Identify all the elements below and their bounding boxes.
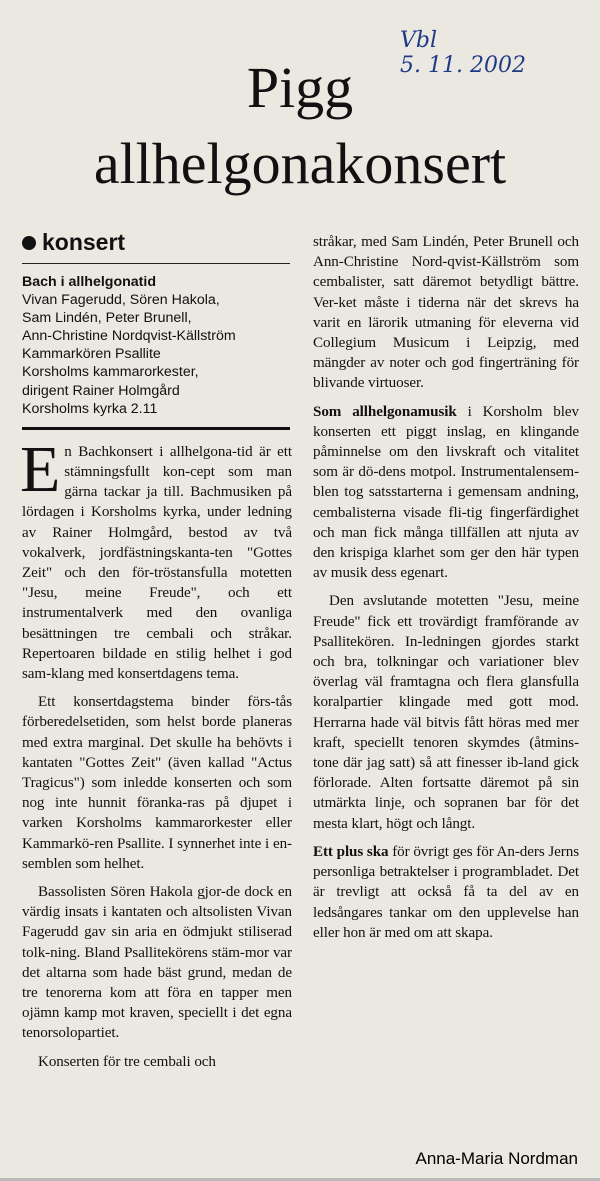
concert-info-box <box>22 273 292 418</box>
headline-line-1: Pigg <box>246 55 354 120</box>
left-column <box>22 229 292 1080</box>
handwritten-date: 5. 11. 2002 <box>400 53 526 78</box>
paragraph-lead: Ett plus ska <box>313 843 389 860</box>
info-line: Kammarkören Psallite <box>22 346 161 363</box>
author-byline: Anna-Maria Nordman <box>415 1149 578 1168</box>
paragraph-text: i Korsholm blev konserten ett piggt inslag, en klingande påminnelse om den livskraft och vitalitet som är dö-dens motpol. Instrumentalensem-blen tog satsstarterna i gemensam andning, cembalisterna visade fli-tig fingerfärdighet och man fick många tillfällen att njuta av den krispiga klarhet som ger den här typen av musik dess egenart. <box>313 403 579 582</box>
divider <box>22 427 290 430</box>
article-body-left <box>20 432 292 1072</box>
info-line: Vivan Fagerudd, Sören Hakola, <box>22 292 220 309</box>
paragraph: Bassolisten Sören Hakola gjor-de dock en värdig insats i kantaten och altsolisten Vivan Fagerudd gav sin aria en ödmjukt stiliserad tolk-ning. Bland Psallitekörens stäm-mor var det altarna som hade bäst grund, medan de tre tenorerna kom att föra en tapper men ojämn kamp mot kraven, speciellt i det egna tenorsolopartiet. <box>22 884 292 1042</box>
paragraph <box>313 402 579 584</box>
paragraph: Ett konsertdagstema binder förs-tås förberedelsetiden, som helst borde planeras med extra marginal. Det skulle ha behövts i kantaten "Gottes Zeit" (även kallad "Actus Tragicus") som inledde konserten och som nog inte hunnit föranka-ras på djupet i varken Korsholms kammarorkester eller Kammarkö-ren Psallite. I synnerhet inte i en-semblen som helhet. <box>22 694 292 872</box>
right-column <box>313 232 579 951</box>
handwritten-source: Vbl <box>400 28 438 53</box>
bullet-icon <box>22 236 36 250</box>
info-line: Korsholms kammarorkester, <box>22 364 199 381</box>
paragraph-text: n Bachkonsert i allhelgona-tid är ett stämningsfullt kon-cept som man gärna tackar ja till. Bachmusiken på lördagen i Korsholms kyrka, under ledning av Rainer Holmgård, bestod av två vokalverk, jordfästningskanta-ten "Gottes Zeit" och den för-tröstansfulla motetten "Jesu, meine Freude", och ett instrumentalverk med den ovanliga besättningen tre cembali och stråkar. Repertoaren bildade en stilig helhet i god sam-klang med konsertdagens tema. <box>22 443 292 682</box>
paragraph: Den avslutande motetten "Jesu, meine Freude" fick ett trovärdigt framförande av Psallitekören. In-ledningen gjordes starkt och bra, tolkningar och variationer blev överlag väl framtagna och flera glansfulla koralpartier klingade med gott mod. Herrarna hade väl bitvis fått höras med mer kraft, speciellt tenoren skymdes (åtmins-tone där jag satt) så att finesser ib-land gick förlorade. Alten fortsatte däremot på sin utmärkta linje, och sopranen bar för det mesta klart, högt och långt. <box>313 593 579 832</box>
paragraph-lead: Som allhelgonamusik <box>313 403 457 420</box>
section-label <box>22 229 292 255</box>
headline-line-2: allhelgonakonsert <box>93 131 507 196</box>
paragraph: Konserten för tre cembali och <box>38 1053 216 1070</box>
divider <box>22 263 290 264</box>
info-line: Ann-Christine Nordqvist-Källström <box>22 328 236 345</box>
info-line: dirigent Rainer Holmgård <box>22 382 180 399</box>
info-heading: Bach i allhelgonatid <box>22 274 157 290</box>
paragraph-text: för övrigt ges för An-ders Jerns personliga betraktelser i programbladet. Det är trevligt att också få ta del av en ledsångares tankar om den upplevelse han eller hon är med om att skapa. <box>313 843 579 941</box>
paragraph: stråkar, med Sam Lindén, Peter Brunell och Ann-Christine Nord-qvist-Källström som cembalister, satt däremot betydligt bättre. Ver-ket måste i tiderna när det skrevs ha varit en lärorik utmaning för eleverna vid Collegium Musicum i Leipzig, med mängder av noter och god fingerträning för blivande virtuoser. <box>313 234 579 392</box>
drop-cap: E <box>20 432 61 506</box>
info-line: Korsholms kyrka 2.11 <box>22 400 158 417</box>
paragraph <box>313 842 579 943</box>
paragraph <box>20 432 292 684</box>
section-label-text: konsert <box>42 229 126 255</box>
info-line: Sam Lindén, Peter Brunell, <box>22 310 192 327</box>
